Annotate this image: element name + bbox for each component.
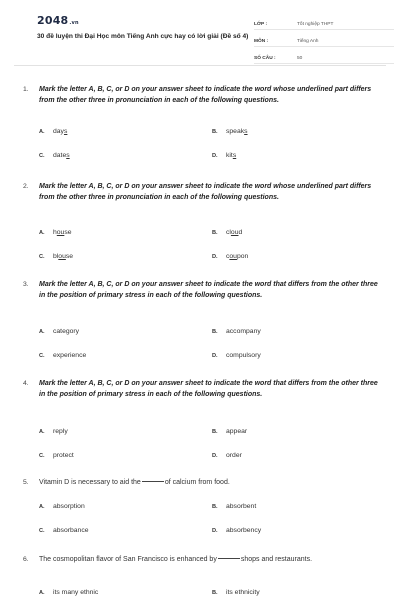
option-text-underlined: s bbox=[244, 128, 248, 135]
answer-blank bbox=[218, 558, 240, 559]
option-text bbox=[226, 152, 236, 159]
option-text: order bbox=[226, 452, 242, 459]
option-text-pre: h bbox=[53, 229, 57, 236]
meta-row-class bbox=[254, 16, 394, 30]
option-3c[interactable] bbox=[39, 352, 86, 359]
option-text-pre: cl bbox=[226, 229, 231, 236]
option-text: its ethnicity bbox=[226, 589, 260, 596]
option-3d[interactable] bbox=[212, 352, 261, 359]
option-4a[interactable] bbox=[39, 428, 68, 435]
option-3b[interactable] bbox=[212, 328, 261, 335]
option-text-post: pon bbox=[236, 253, 249, 260]
option-letter: D. bbox=[212, 353, 218, 359]
option-1d[interactable] bbox=[212, 152, 236, 159]
option-letter: B. bbox=[212, 590, 218, 596]
option-2a[interactable] bbox=[39, 229, 72, 236]
question-number: 6. bbox=[23, 556, 29, 563]
option-text bbox=[53, 152, 70, 159]
option-text-underlined: s bbox=[232, 152, 237, 159]
option-letter: B. bbox=[212, 129, 218, 135]
option-text-pre: c bbox=[226, 253, 230, 260]
option-letter: C. bbox=[39, 453, 45, 459]
meta-key: SỐ CÂU : bbox=[254, 56, 276, 61]
option-text: compulsory bbox=[226, 352, 261, 359]
option-letter: B. bbox=[212, 504, 218, 510]
question-text-pre: Vitamin D is necessary to aid the bbox=[39, 479, 141, 486]
option-text: accompany bbox=[226, 328, 261, 335]
option-text-underlined: ou bbox=[56, 229, 65, 236]
option-letter: C. bbox=[39, 353, 45, 359]
option-letter: A. bbox=[39, 504, 45, 510]
option-4c[interactable] bbox=[39, 452, 74, 459]
option-text: reply bbox=[53, 428, 68, 435]
option-4d[interactable] bbox=[212, 452, 242, 459]
option-text bbox=[53, 253, 73, 260]
question-text-pre: The cosmopolitan flavor of San Francisco is enhanced by bbox=[39, 556, 217, 563]
question-number: 4. bbox=[23, 380, 29, 387]
meta-row-subject bbox=[254, 33, 394, 47]
option-text-underlined: ou bbox=[229, 253, 237, 260]
option-5d[interactable] bbox=[212, 527, 261, 534]
option-text-post: se bbox=[64, 229, 72, 236]
meta-key: LỚP : bbox=[254, 22, 268, 27]
option-text: experience bbox=[53, 352, 87, 359]
option-6b[interactable] bbox=[212, 589, 260, 596]
option-6a[interactable] bbox=[39, 589, 98, 596]
option-text: category bbox=[53, 328, 80, 335]
option-text bbox=[226, 229, 242, 236]
question-text: Mark the letter A, B, C, or D on your answer sheet to indicate the word whose underlined part differs from the other three in pronunciation in each of the following questions. bbox=[39, 86, 372, 104]
question-text: Mark the letter A, B, C, or D on your answer sheet to indicate the word that differs from the other three in the position of primary stress in each of the following questions. bbox=[39, 380, 378, 398]
option-letter: A. bbox=[39, 329, 45, 335]
option-text bbox=[226, 128, 248, 135]
option-text: appear bbox=[226, 428, 248, 435]
option-letter: C. bbox=[39, 153, 45, 159]
option-letter: D. bbox=[212, 254, 218, 260]
option-4b[interactable] bbox=[212, 428, 247, 435]
option-text bbox=[226, 253, 248, 260]
option-text-underlined: ou bbox=[230, 229, 239, 236]
option-text-underlined: s bbox=[63, 128, 68, 135]
option-text: protect bbox=[53, 452, 74, 459]
option-letter: D. bbox=[212, 153, 218, 159]
option-text-pre: bl bbox=[53, 253, 59, 260]
option-text: its many ethnic bbox=[53, 589, 99, 596]
logo-sub-text: .vn bbox=[69, 20, 79, 26]
option-text-pre: speak bbox=[226, 128, 245, 135]
option-1a[interactable] bbox=[39, 128, 67, 135]
question-text bbox=[39, 554, 379, 565]
question-number: 2. bbox=[23, 183, 29, 190]
meta-key: MÔN : bbox=[254, 39, 269, 44]
option-text-underlined: s bbox=[66, 152, 70, 159]
question-text bbox=[39, 477, 379, 488]
option-2b[interactable] bbox=[212, 229, 242, 236]
option-1b[interactable] bbox=[212, 128, 248, 135]
option-text-underlined: ou bbox=[58, 253, 66, 260]
option-letter: C. bbox=[39, 254, 45, 260]
question-text-post: of calcium from food. bbox=[164, 479, 230, 486]
question-text: Mark the letter A, B, C, or D on your answer sheet to indicate the word that differs from the other three in the position of primary stress in each of the following questions. bbox=[39, 281, 378, 299]
option-letter: C. bbox=[39, 528, 45, 534]
option-text bbox=[53, 229, 72, 236]
option-text: absorption bbox=[53, 503, 85, 510]
option-text-pre: day bbox=[53, 128, 64, 135]
option-letter: D. bbox=[212, 528, 218, 534]
question-number: 3. bbox=[23, 281, 29, 288]
meta-row-count bbox=[254, 50, 394, 64]
option-letter: A. bbox=[39, 429, 45, 435]
option-letter: A. bbox=[39, 129, 45, 135]
option-1c[interactable] bbox=[39, 152, 70, 159]
document-meta bbox=[254, 16, 394, 67]
option-letter: D. bbox=[212, 453, 218, 459]
meta-value: Tốt nghiệp THPT bbox=[297, 22, 334, 27]
answer-blank bbox=[142, 481, 164, 482]
option-text-pre: date bbox=[53, 152, 67, 159]
option-3a[interactable] bbox=[39, 328, 79, 335]
document-title: 30 đề luyện thi Đại Học môn Tiếng Anh cực hay có lời giải (Đề số 4) bbox=[37, 33, 249, 40]
meta-value: Tiếng Anh bbox=[297, 39, 319, 44]
document-header bbox=[14, 0, 386, 66]
site-logo[interactable] bbox=[37, 14, 79, 27]
question-text: Mark the letter A, B, C, or D on your answer sheet to indicate the word whose underlined part differs from the other three in pronunciation in each of the following questions. bbox=[39, 183, 372, 201]
option-text: absorbance bbox=[53, 527, 89, 534]
option-2d[interactable] bbox=[212, 253, 248, 260]
question-number: 5. bbox=[23, 479, 29, 486]
option-text: absorbency bbox=[226, 527, 262, 534]
option-letter: B. bbox=[212, 329, 218, 335]
question-text-post: shops and restaurants. bbox=[240, 556, 313, 563]
option-letter: B. bbox=[212, 230, 218, 236]
question-number: 1. bbox=[23, 86, 29, 93]
option-text: absorbent bbox=[226, 503, 257, 510]
option-letter: A. bbox=[39, 590, 45, 596]
option-text-pre: kit bbox=[226, 152, 233, 159]
option-letter: B. bbox=[212, 429, 218, 435]
option-text bbox=[53, 128, 67, 135]
option-text-post: se bbox=[65, 253, 74, 260]
meta-value: 50 bbox=[297, 56, 303, 61]
option-letter: A. bbox=[39, 230, 45, 236]
option-5a[interactable] bbox=[39, 503, 85, 510]
option-5c[interactable] bbox=[39, 527, 89, 534]
logo-main-text: 2048 bbox=[37, 14, 69, 27]
option-text-post: d bbox=[238, 229, 243, 236]
option-5b[interactable] bbox=[212, 503, 256, 510]
option-2c[interactable] bbox=[39, 253, 73, 260]
